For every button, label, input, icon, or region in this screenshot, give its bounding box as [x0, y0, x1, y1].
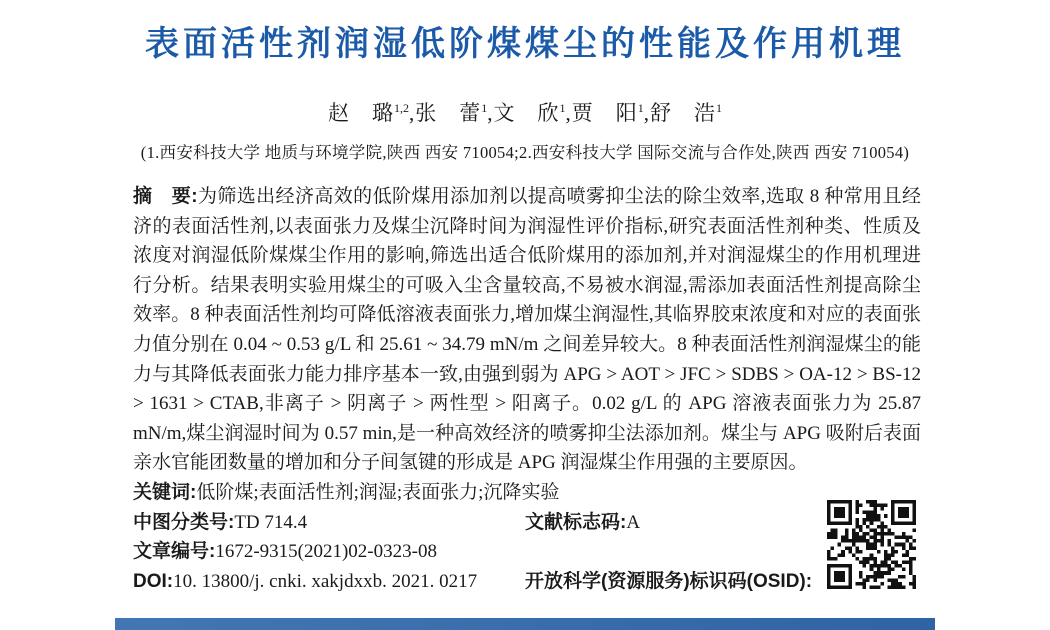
- osid-item: [525, 567, 812, 597]
- keywords-label: 关键词:: [133, 481, 197, 503]
- doi-value: 10. 13800/j. cnki. xakjdxxb. 2021. 0217: [173, 570, 478, 592]
- article-id-label: 文章编号:: [133, 541, 216, 563]
- author-affil-sup: 1: [637, 101, 644, 115]
- author-separator: ,: [409, 101, 416, 125]
- author: 张 蕾$^1$: [415, 101, 488, 125]
- author-affil-sup: 1: [716, 101, 722, 115]
- author: 舒 浩$^1$: [650, 101, 722, 125]
- author: 文 欣$^1$: [493, 101, 566, 125]
- author-separator: ,: [643, 101, 650, 125]
- author: 赵 璐$^{1,2}$: [328, 101, 409, 125]
- author-separator: ,: [487, 101, 494, 125]
- doc-code-item: [525, 508, 640, 538]
- keywords-line: [133, 478, 921, 508]
- text-column: [133, 182, 921, 596]
- doi-label: DOI:: [133, 570, 174, 592]
- article-id-line: [133, 537, 921, 567]
- author-affil-sup: 1: [559, 101, 566, 115]
- clc-value: TD 714.4: [234, 511, 308, 533]
- article-id-value: 1672-9315(2021)02-0323-08: [215, 541, 437, 563]
- doc-code-label: 文献标志码:: [525, 511, 627, 533]
- doc-code-value: A: [626, 511, 641, 533]
- keywords-text: 低阶煤;表面活性剂;润湿;表面张力;沉降实验: [196, 481, 560, 503]
- affiliation-line: (1.西安科技大学 地质与环境学院,陕西 西安 710054;2.西安科技大学 国际交流与合作处,陕西 西安 710054): [140, 143, 910, 162]
- clc-label: 中图分类号:: [133, 511, 235, 533]
- author-separator: ,: [565, 101, 572, 125]
- clc-row: [133, 508, 921, 538]
- author-line: [0, 97, 1050, 127]
- osid-label: 开放科学(资源服务)标识码(OSID):: [525, 570, 813, 592]
- author-affil-sup: 1: [481, 101, 488, 115]
- author: 贾 阳$^1$: [571, 101, 644, 125]
- osid-qr-code-icon: [827, 500, 916, 589]
- abstract-label: 摘 要:: [133, 186, 198, 207]
- author-affil-sup: 1,2: [394, 101, 409, 115]
- footer-rule: [115, 618, 935, 630]
- doi-row: [133, 567, 921, 597]
- abstract-text: 为筛选出经济高效的低阶煤用添加剂以提高喷雾抑尘法的除尘效率,选取 8 种常用且经济的表面活性剂,以表面张力及煤尘沉降时间为润湿性评价指标,研究表面活性剂种类、性质及浓度对润湿低阶煤煤尘作用的影响,筛选出适合低阶煤用的添加剂,并对润湿煤尘的作用机理进行分析。结果表明实验用煤尘的可吸入尘含量较高,不易被水润湿,需添加表面活性剂提高除尘效率。8 种表面活性剂均可降低溶液表面张力,增加煤尘润湿性,其临界胶束浓度和对应的表面张力值分别在 0.04 ~ 0.53 g/L 和 25.61 ~ 34.79 mN/m 之间差异较大。8 种表面活性剂润湿煤尘的能力与其降低表面张力能力排序基本一致,由强到弱为 APG > AOT > JFC > SDBS > OA-12 > BS-12 > 1631 > CTAB,非离子 > 阴离子 > 两性型 > 阳离子。0.02 g/L 的 APG 溶液表面张力为 25.87 mN/m,煤尘润湿时间为 0.57 min,是一种高效经济的喷雾抑尘法添加剂。煤尘与 APG 吸附后表面亲水官能团数量的增加和分子间氢键的形成是 APG 润湿煤尘作用强的主要原因。: [133, 186, 921, 474]
- abstract-paragraph: [133, 182, 921, 478]
- paper-title: 表面活性剂润湿低阶煤煤尘的性能及作用机理: [145, 25, 905, 63]
